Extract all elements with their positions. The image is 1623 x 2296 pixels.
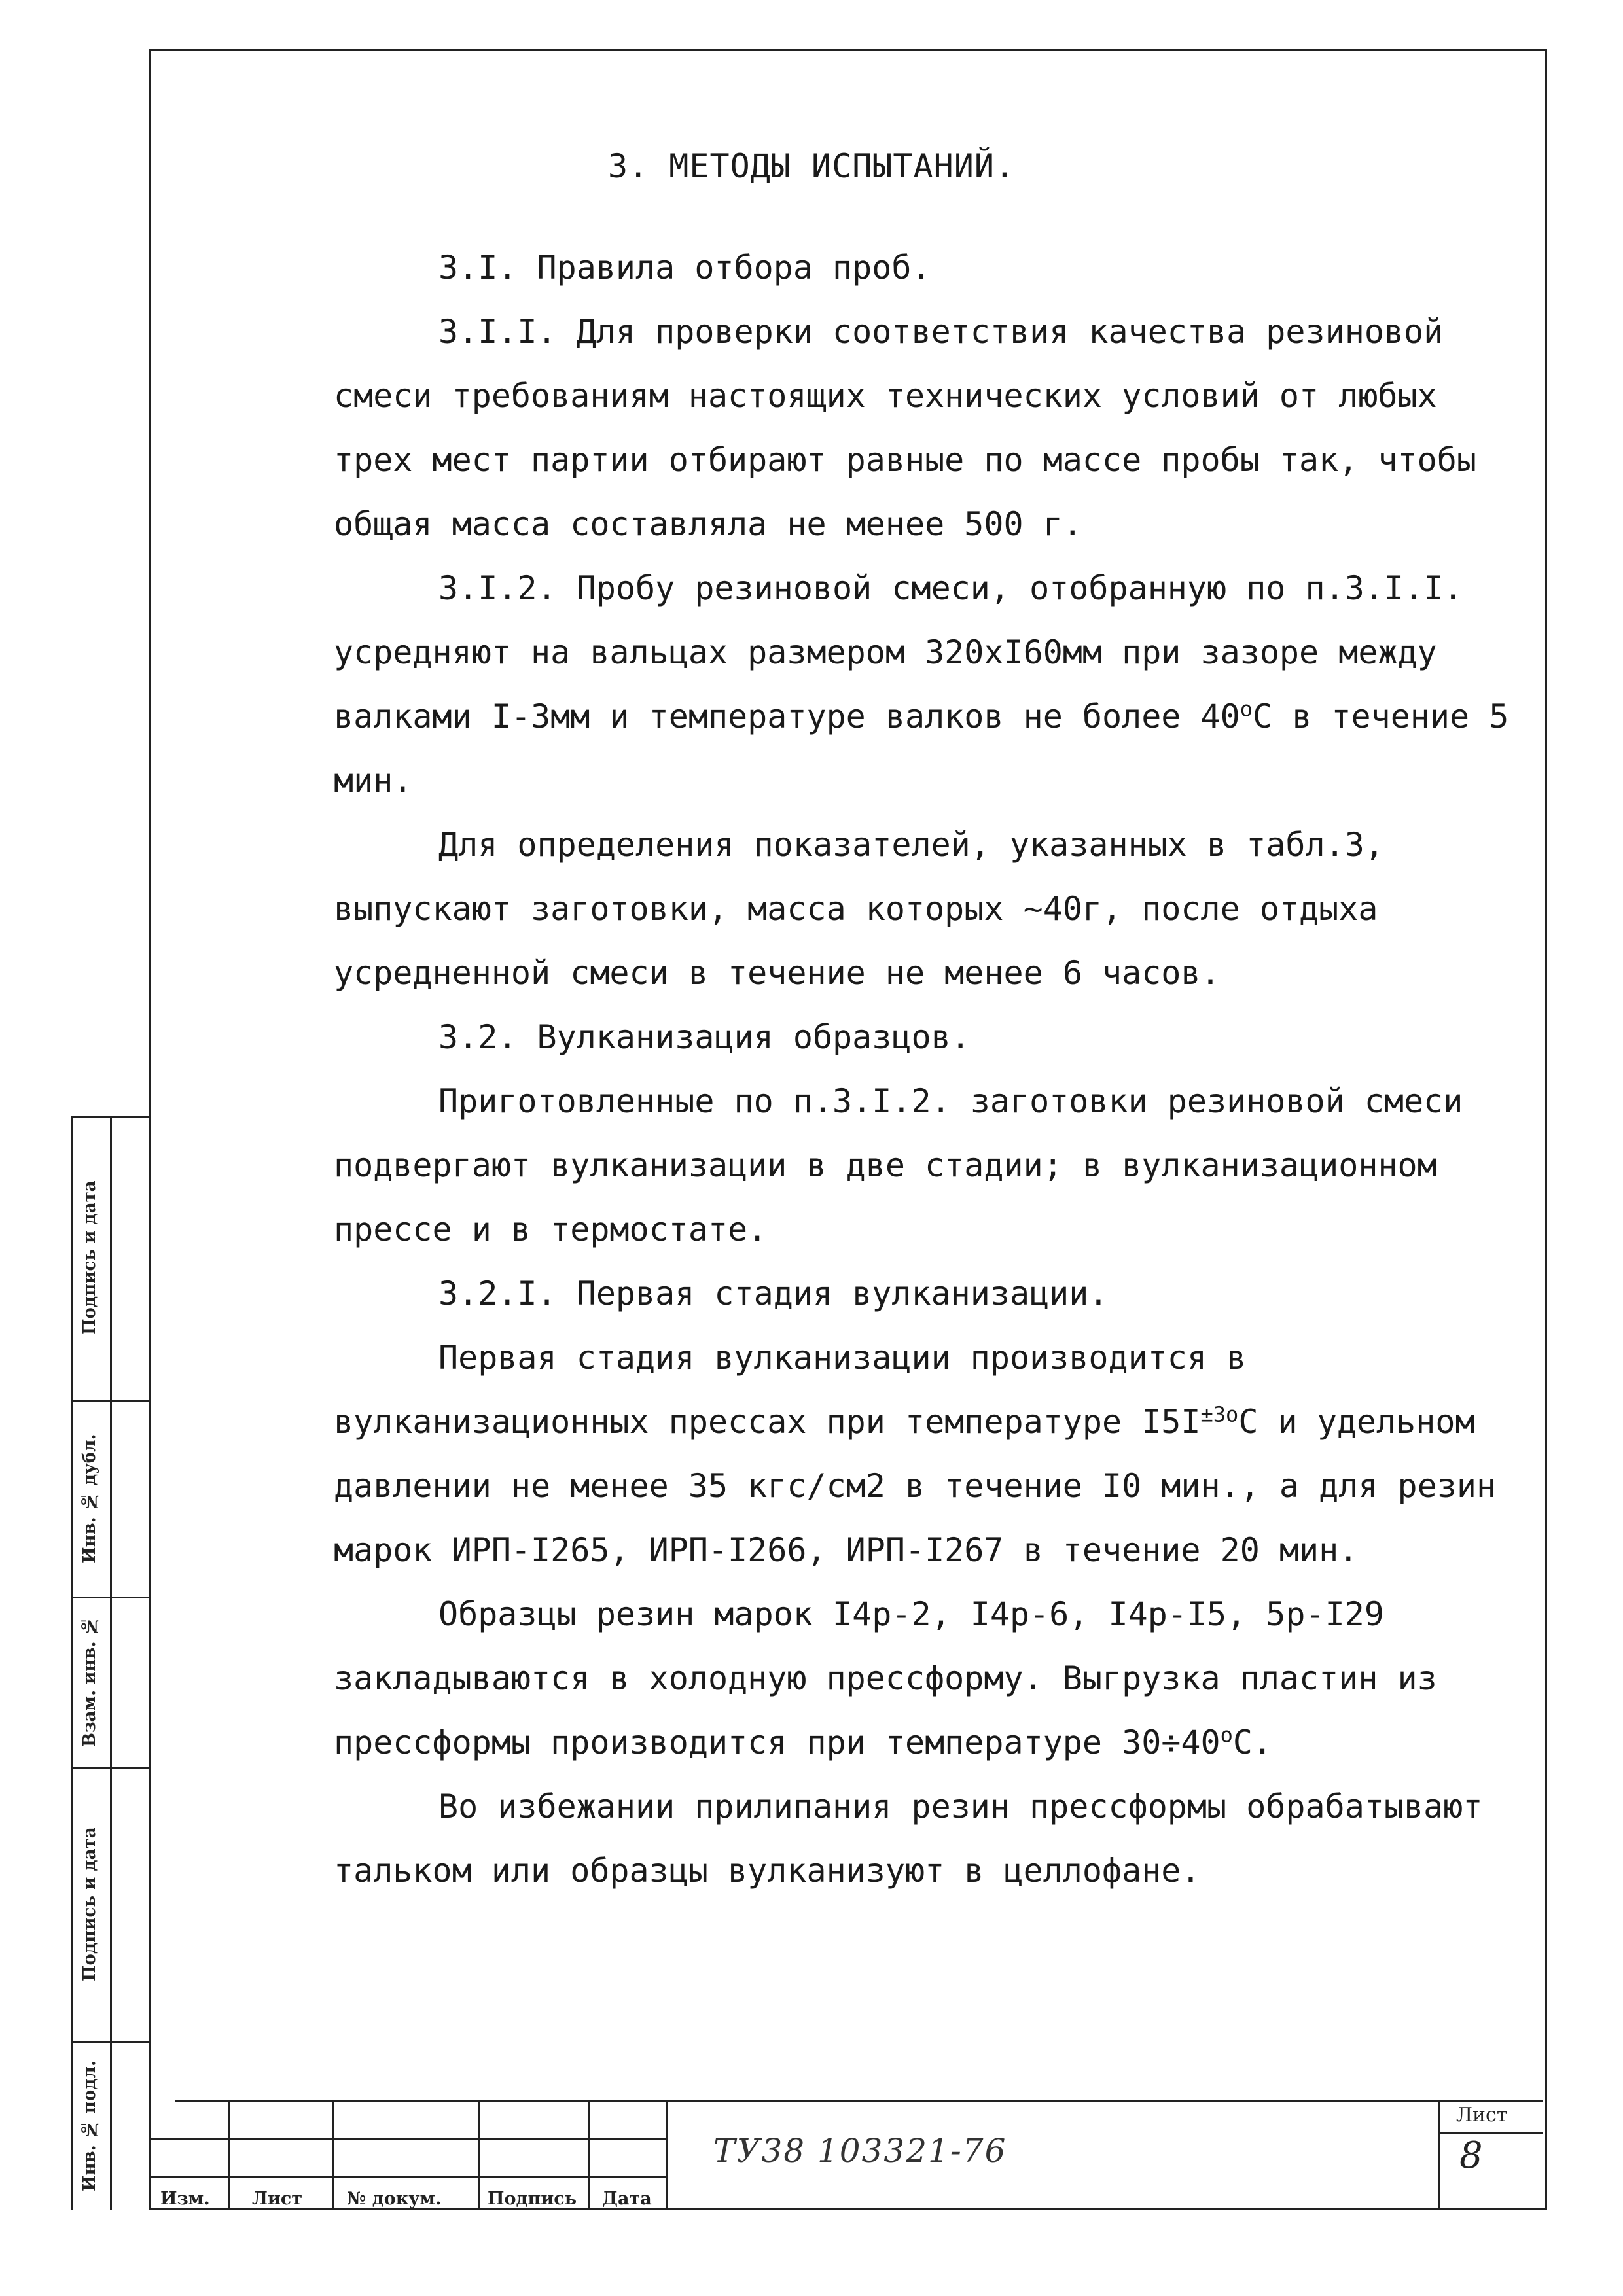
section-heading: 3. МЕТОДЫ ИСПЫТАНИЙ.	[607, 147, 1016, 185]
title-block-label-sheet: Лист	[252, 2189, 303, 2209]
paragraph-cold-mold: Образцы резин марок I4р-2, I4р-6, I4р-I5, 5р-I29 закладываются в холодную прессформу. Выгрузка пластин из прессформы производится при температуре $30\div 40^oC$.	[334, 1595, 1437, 1761]
paragraph-3-2-1: 3.2.I. Первая стадия вулканизации.	[438, 1275, 1109, 1313]
paragraph-3-1-1: 3.I.I. Для проверки соответствия качества резиновой смеси требованиям настоящих технических условий от любых трех мест партии отбирают равные по массе пробы так, чтобы общая масса составляла не менее 500 г.	[334, 313, 1476, 543]
side-label-duplicate-inventory: Инв. № дубл.	[80, 1434, 99, 1563]
paragraph-two-stages: Приготовленные по п.3.I.2. заготовки резиновой смеси подвергают вулканизации в две стадии; в вулканизационном прессе и в термостате.	[334, 1082, 1463, 1248]
side-label-original-inventory: Инв. № подл.	[80, 2060, 99, 2191]
document-code: ТУ38 103321-76	[713, 2132, 1007, 2170]
plus-minus-three: ±3	[1200, 1402, 1226, 1427]
body-text	[334, 236, 1525, 1903]
degree-sign: o	[1226, 1402, 1239, 1427]
side-label-signature-date: Подпись и дата	[80, 1827, 99, 1981]
side-label-signature-date: Подпись и дата	[80, 1180, 99, 1335]
side-stamp-right-border	[110, 1116, 112, 2210]
title-block-top-line	[175, 2100, 1543, 2102]
title-block-label-signature: Подпись	[488, 2189, 577, 2209]
paragraph-3-1-2: 3.I.2. Пробу резиновой смеси, отобранную по п.3.I.I. усредняют на вальцах размером 320хI60мм при зазоре между валками I-3мм и температуре валков не более 40$^o$C в течение 5 мин.	[334, 569, 1509, 800]
title-block-column-line	[666, 2100, 668, 2210]
title-block-label-date: Дата	[602, 2189, 652, 2209]
paragraph-3-1: 3.I. Правила отбора проб.	[438, 249, 931, 287]
paragraph-billets: Для определения показателей, указанных в табл.3, выпускают заготовки, масса которых ~40г, после отдыха усредненной смеси в течение не менее 6 часов.	[334, 826, 1384, 992]
sheet-number: 8	[1459, 2134, 1483, 2177]
sheet-label: Лист	[1456, 2104, 1508, 2127]
paragraph-first-stage: Первая стадия вулканизации производится в вулканизационных прессах при температуре $I5I^{\pm 3o}C$ и удельном давлении не менее 35 кгс/см2 в течение I0 мин., а для резин марок ИРП-I265, ИРП-I266, ИРП-I267 в течение 20 мин.	[334, 1339, 1497, 1569]
title-block-column-line	[228, 2100, 230, 2210]
title-block-sheet-line	[1438, 2100, 1440, 2210]
degree-sign: o	[1220, 1722, 1233, 1748]
paragraph-3-2: 3.2. Вулканизация образцов.	[438, 1018, 971, 1056]
side-label-replacement-inventory: Взам. инв. №	[80, 1616, 99, 1748]
paragraph-talc: Во избежании прилипания резин прессформы обрабатывают тальком или образцы вулканизуют в целлофане.	[334, 1788, 1483, 1890]
title-block-label-doc-number: № докум.	[347, 2189, 442, 2209]
title-block-column-line	[588, 2100, 590, 2210]
title-block-column-line	[478, 2100, 480, 2210]
title-block-column-line	[332, 2100, 334, 2210]
degree-sign: o	[1240, 696, 1253, 722]
title-block-sheet-divider	[1438, 2132, 1543, 2134]
title-block-label-change: Изм.	[160, 2189, 210, 2209]
